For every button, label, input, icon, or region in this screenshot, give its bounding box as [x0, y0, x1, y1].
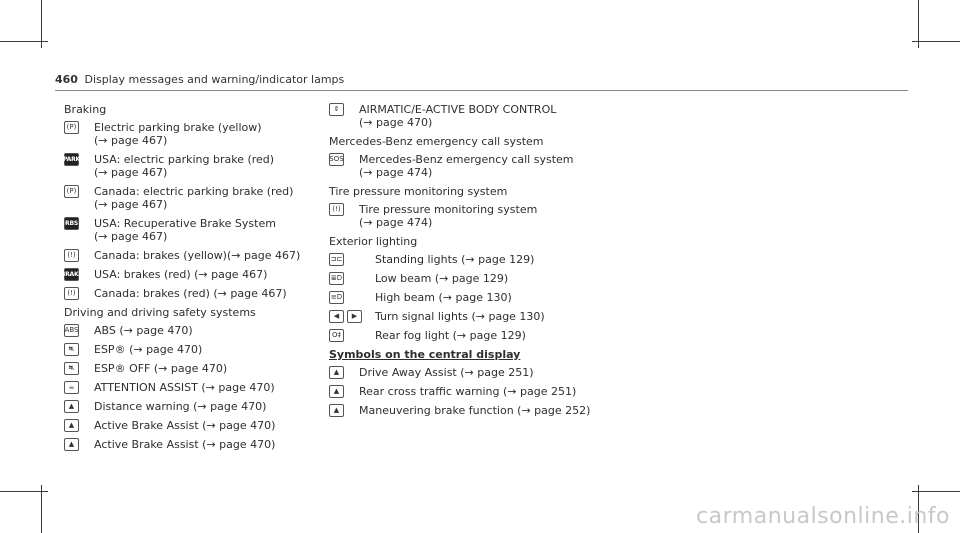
high-beam-icon: ≡D: [329, 291, 344, 304]
item-description: [359, 404, 590, 417]
attention-assist-icon: ☕: [64, 381, 79, 394]
item-description: [359, 366, 534, 379]
item-text: Canada: electric parking brake (red): [94, 185, 294, 198]
drive-away-assist-icon: ▲: [329, 366, 344, 379]
list-item: [64, 362, 319, 375]
indicator-icon-group: [64, 381, 94, 394]
watermark: carmanualsonline.info: [696, 504, 950, 529]
item-description: [94, 185, 293, 211]
airmatic-icon: ⇕: [329, 103, 344, 116]
crop-mark: [0, 41, 48, 42]
indicator-icon-group: [64, 438, 94, 451]
item-description: [94, 381, 275, 394]
indicator-icon-group: [64, 324, 94, 337]
list-item: [329, 203, 619, 229]
item-description: [375, 329, 526, 342]
distance-warning-icon: ▲: [64, 400, 79, 413]
standing-lights-icon: ⊐⊏: [329, 253, 344, 266]
rear-cross-traffic-icon: ▲: [329, 385, 344, 398]
item-text: High beam (→ page 130): [375, 291, 512, 304]
list-item: [64, 217, 319, 243]
tire-pressure-icon: (!): [329, 203, 344, 216]
left-column: [60, 103, 319, 457]
list-item: [64, 185, 319, 211]
item-text: Rear fog light (→ page 129): [375, 329, 526, 342]
section-heading: Symbols on the central display: [329, 348, 521, 361]
sos-ready-icon: SOS: [329, 153, 344, 166]
indicator-icon-group: [329, 366, 359, 379]
item-description: [359, 153, 574, 179]
list-item: [64, 324, 319, 337]
rbs-icon: RBS: [64, 217, 79, 230]
crop-mark: [41, 485, 42, 533]
item-description: [94, 287, 287, 300]
indicator-icon-group: [64, 400, 94, 413]
item-description: [94, 268, 267, 281]
list-item: [329, 385, 619, 398]
list-item: [64, 419, 319, 432]
item-description: [375, 272, 508, 285]
page-reference[interactable]: (→ page 467): [94, 166, 168, 179]
crop-mark: [912, 491, 960, 492]
turn-signal-right-icon: ▶: [347, 310, 362, 323]
item-text: USA: electric parking brake (red): [94, 153, 275, 166]
indicator-icon-group: [329, 291, 375, 304]
park-icon: PARK: [64, 153, 79, 166]
list-item: [329, 272, 619, 285]
list-item: [64, 153, 319, 179]
item-description: [94, 121, 262, 147]
section-heading: Braking: [64, 103, 107, 116]
list-item: [64, 400, 319, 413]
abs-icon: ABS: [64, 324, 79, 337]
item-description: [94, 400, 266, 413]
item-description: [94, 438, 275, 451]
item-text: USA: brakes (red) (→ page 467): [94, 268, 268, 281]
section-heading: Exterior lighting: [329, 235, 418, 248]
item-text: ESP® OFF (→ page 470): [94, 362, 228, 375]
list-item: [64, 343, 319, 356]
list-item: [329, 253, 619, 266]
item-text: Canada: brakes (red) (→ page 467): [94, 287, 287, 300]
list-item: [64, 121, 319, 147]
page-title: Display messages and warning/indicator lamps: [84, 73, 345, 86]
indicator-icon-group: [64, 121, 94, 134]
item-text: Drive Away Assist (→ page 251): [359, 366, 534, 379]
item-description: [375, 253, 534, 266]
page-reference[interactable]: (→ page 467): [94, 134, 168, 147]
esp-off-icon: ⛐: [64, 362, 79, 375]
indicator-icon-group: [64, 249, 94, 262]
item-text: Distance warning (→ page 470): [94, 400, 267, 413]
list-item: [64, 287, 319, 300]
page-reference[interactable]: (→ page 474): [359, 216, 433, 229]
item-text: AIRMATIC/E-ACTIVE BODY CONTROL: [359, 103, 557, 116]
item-text: Canada: brakes (yellow)(→ page 467): [94, 249, 301, 262]
item-text: USA: Recuperative Brake System: [94, 217, 276, 230]
section-heading: Tire pressure monitoring system: [329, 185, 508, 198]
indicator-icon-group: [329, 404, 359, 417]
crop-mark: [0, 491, 48, 492]
indicator-icon-group: [64, 287, 94, 300]
list-item: [329, 103, 619, 129]
page-reference[interactable]: (→ page 470): [359, 116, 433, 129]
indicator-icon-group: [329, 103, 359, 116]
parking-brake-icon: (P): [64, 185, 79, 198]
turn-signal-icon: ◀: [329, 310, 344, 323]
indicator-icon-group: [64, 343, 94, 356]
item-text: Electric parking brake (yellow): [94, 121, 262, 134]
list-item: [329, 310, 619, 323]
brake-icon: (!): [64, 249, 79, 262]
item-text: Active Brake Assist (→ page 470): [94, 438, 276, 451]
page-reference[interactable]: (→ page 467): [94, 230, 168, 243]
item-text: ATTENTION ASSIST (→ page 470): [94, 381, 275, 394]
list-item: [64, 381, 319, 394]
list-item: [329, 291, 619, 304]
list-item: [60, 268, 319, 281]
list-item: [329, 404, 619, 417]
item-text: Low beam (→ page 129): [375, 272, 509, 285]
header-divider: [55, 90, 908, 91]
maneuvering-brake-icon: ▲: [329, 404, 344, 417]
item-text: Turn signal lights (→ page 130): [375, 310, 545, 323]
item-description: [359, 203, 537, 229]
item-text: Active Brake Assist (→ page 470): [94, 419, 276, 432]
indicator-icon-group: [60, 268, 94, 281]
indicator-icon-group: [64, 419, 94, 432]
list-item: [329, 153, 619, 179]
brake-icon: (!): [64, 287, 79, 300]
item-description: [359, 385, 576, 398]
indicator-icon-group: [329, 310, 375, 323]
indicator-icon-group: [64, 362, 94, 375]
page-header: [55, 73, 344, 86]
item-text: Mercedes-Benz emergency call system: [359, 153, 574, 166]
right-column: [329, 103, 619, 423]
item-text: Tire pressure monitoring system: [359, 203, 538, 216]
item-description: [359, 103, 556, 129]
item-text: Rear cross traffic warning (→ page 251): [359, 385, 577, 398]
brake-text-icon: BRAKE: [64, 268, 79, 281]
rear-fog-light-icon: O‡: [329, 329, 344, 342]
item-description: [94, 343, 202, 356]
active-brake-assist-icon: ▲: [64, 419, 79, 432]
list-item: [329, 366, 619, 379]
item-description: [94, 249, 300, 262]
item-description: [94, 324, 193, 337]
list-item: [64, 438, 319, 451]
indicator-icon-group: [329, 272, 375, 285]
page-reference[interactable]: (→ page 474): [359, 166, 433, 179]
indicator-icon-group: [64, 185, 94, 198]
indicator-icon-group: [64, 153, 94, 166]
section-heading: Driving and driving safety systems: [64, 306, 256, 319]
list-item: [64, 249, 319, 262]
list-item: [329, 329, 619, 342]
item-description: [94, 217, 276, 243]
crop-mark: [912, 41, 960, 42]
indicator-icon-group: [329, 329, 375, 342]
item-description: [94, 153, 274, 179]
item-text: Maneuvering brake function (→ page 252): [359, 404, 591, 417]
indicator-icon-group: [329, 153, 359, 166]
page-number: 460: [55, 73, 78, 86]
page-reference[interactable]: (→ page 467): [94, 198, 168, 211]
item-description: [94, 362, 227, 375]
active-brake-assist-off-icon: ▲: [64, 438, 79, 451]
item-text: ABS (→ page 470): [94, 324, 193, 337]
item-description: [375, 291, 512, 304]
item-text: Standing lights (→ page 129): [375, 253, 535, 266]
indicator-icon-group: [329, 253, 375, 266]
indicator-icon-group: [64, 217, 94, 230]
item-description: [375, 310, 545, 323]
indicator-icon-group: [329, 385, 359, 398]
low-beam-icon: ≣D: [329, 272, 344, 285]
item-description: [94, 419, 275, 432]
parking-brake-icon: (P): [64, 121, 79, 134]
indicator-icon-group: [329, 203, 359, 216]
item-text: ESP® (→ page 470): [94, 343, 203, 356]
esp-icon: ⛐: [64, 343, 79, 356]
section-heading: Mercedes-Benz emergency call system: [329, 135, 544, 148]
